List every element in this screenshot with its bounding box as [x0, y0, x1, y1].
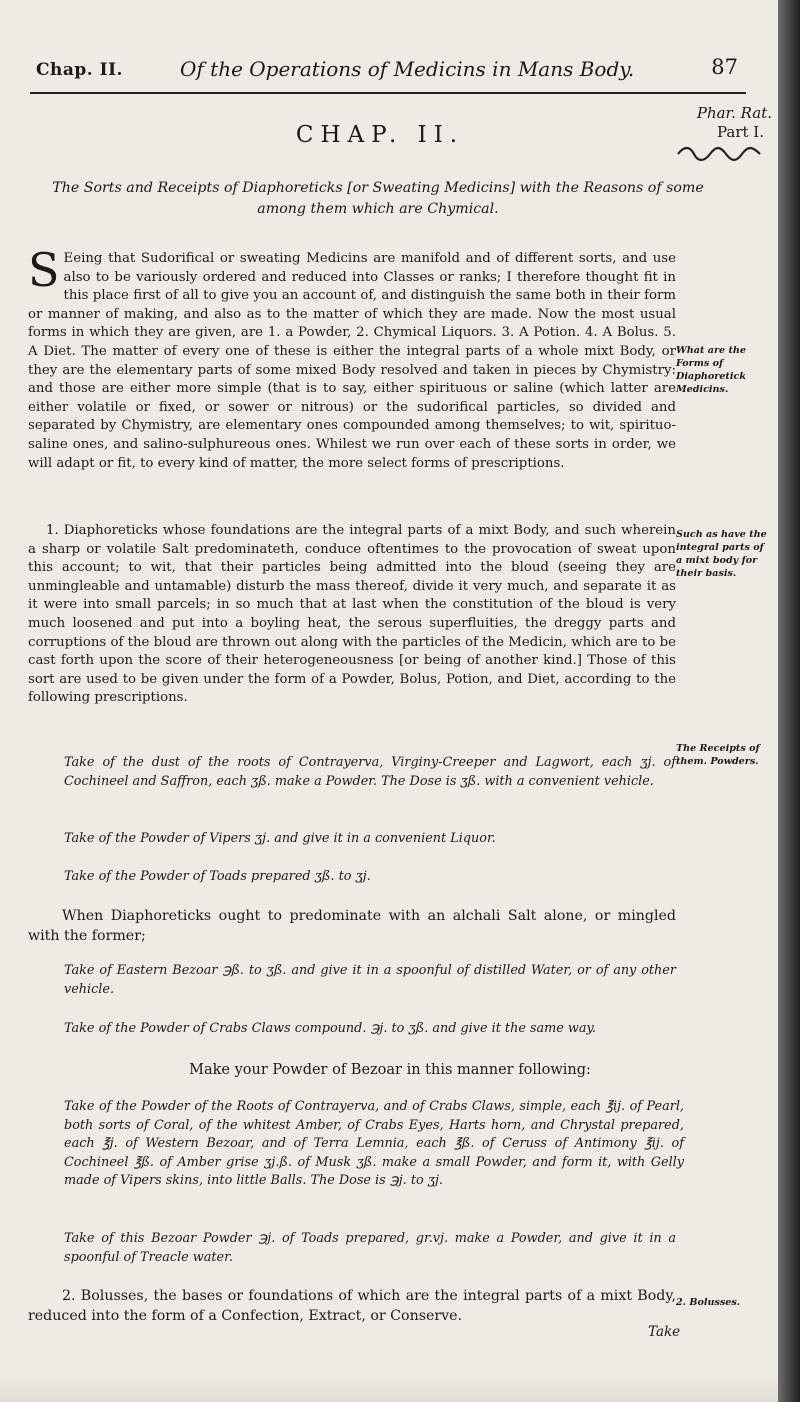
catchword: Take	[648, 1324, 681, 1340]
side-header-book: Phar. Rat.	[696, 104, 772, 122]
margin-note-receipts: The Receipts of them. Powders.	[676, 743, 760, 767]
recipe-toads: Take of the Powder of Toads prepared ʒß. to ʒj.	[64, 869, 371, 884]
page-bottom-shade	[0, 1376, 778, 1402]
ornament-flourish-icon	[676, 144, 766, 162]
recipe-contrayerva: Take of the dust of the roots of Contrayerva, Virginy-Creeper and Lagwort, each ʒj. of Cochineel and Saffron, each ʒß. make a Powder. The Dose is ʒß. with a convenient vehicle.	[64, 755, 676, 789]
recipe-eastern-bezoar: Take of Eastern Bezoar ℈ß. to ʒß. and give it in a spoonful of distilled Water, or of any other vehicle.	[64, 963, 676, 997]
margin-note-basis: Such as have the integral parts of a mixt body for their basis.	[676, 529, 767, 579]
running-header	[30, 52, 746, 94]
chapter-title: CHAP. II.	[295, 122, 465, 148]
margin-note-bolusses: 2. Bolusses.	[676, 1297, 741, 1308]
section-2-paragraph: 2. Bolusses, the bases or foundations of which are the integral parts of a mixt Body, reduced into the form of a Confection, Extract, or Conserve.	[28, 1288, 676, 1324]
running-title: Of the Operations of Medicins in Mans Body.	[180, 57, 635, 81]
alchali-paragraph: When Diaphoreticks ought to predominate with an alchali Salt alone, or mingled with the former;	[28, 908, 676, 944]
side-header-part: Part I.	[716, 123, 764, 141]
recipe-crabs-claws: Take of the Powder of Crabs Claws compound. ℈j. to ʒß. and give it the same way.	[64, 1021, 597, 1036]
recipe-bezoar-toads: Take of this Bezoar Powder ℈j. of Toads prepared, gr.vj. make a Powder, and give it in a spoonful of Treacle water.	[64, 1231, 676, 1265]
recipe-vipers: Take of the Powder of Vipers ʒj. and give it in a convenient Liquor.	[64, 831, 496, 846]
margin-note-forms: What are the Forms of Diaphoretick Medicins.	[676, 345, 746, 395]
section-1-paragraph: 1. Diaphoreticks whose foundations are the integral parts of a mixt Body, and such wherein a sharp or volatile Salt predominateth, conduce oftentimes to the provocation of sweat upon this account; to wit, that their particles being admitted into the bloud (seeing they are unmingleable and untamable) disturb the mass thereof, divide it very much, and separate it as it were into small parcels; in so much that at last when the constitution of the bloud is very much loosened and put into a boyling heat, the serous superfluities, the dreggy parts and corruptions of the bloud are thrown out along with the particles of the Medicin, which are to be cast forth upon the score of their heterogeneousness [or being of another kind.] Those of this sort are used to be given under the form of a Powder, Bolus, Potion, and Diet, according to the following prescriptions.	[28, 523, 676, 706]
chapter-subtitle: The Sorts and Receipts of Diaphoreticks [or Sweating Medicins] with the Reasons of some among them which are Chymical.	[52, 180, 704, 217]
drop-cap: S	[28, 243, 60, 297]
page-number: 87	[711, 55, 738, 79]
page-edge-shadow	[778, 0, 800, 1402]
intro-text: Eeing that Sudorifical or sweating Medicins are manifold and of different sorts, and use also to be variously ordered and reduced into Classes or ranks; I therefore thought fit in this place first of all to give you an account of, and distinguish the same both in their form or manner of making, and also as to the matter of which they are made. Now the most usual forms in which they are given, are 1. a Powder, 2. Chymical Liquors. 3. A Potion. 4. A Bolus. 5. A Diet. The matter of every one of these is either the integral parts of a whole mixt Body, or they are the elementary parts of some mixed Body resolved and taken in pieces by Chymistry: and those are either more simple (that is to say, either spirituous or saline (which latter are either volatile or fixed, or sower or nitrous) or the sudorifical particles, so divided and separated by Chymistry, are elementary ones compounded among themselves; to wit, spirituo-saline ones, and salino-sulphureous ones. Whilest we run over each of these sorts in order, we will adapt or fit, to every kind of matter, the more select forms of prescriptions.	[28, 251, 676, 471]
chapter-label: Chap. II.	[36, 60, 123, 80]
intro-paragraph	[28, 243, 676, 473]
bezoar-heading: Make your Powder of Bezoar in this manner following:	[189, 1062, 591, 1078]
recipe-bezoar-powder: Take of the Powder of the Roots of Contrayerva, and of Crabs Claws, simple, each ℥ij. of Pearl, both sorts of Coral, of the whitest Amber, of Crabs Eyes, Harts horn, and Chrystal prepared, each ℥j. of Western Bezoar, and of Terra Lemnia, each ℥ß. of Ceruss of Antimony ℥ij. of Cochineel ℥ß. of Amber grise ʒj.ß. of Musk ʒß. make a small Powder, and form it, with Gelly made of Vipers skins, into little Balls. The Dose is ℈j. to ʒj.	[64, 1099, 684, 1188]
